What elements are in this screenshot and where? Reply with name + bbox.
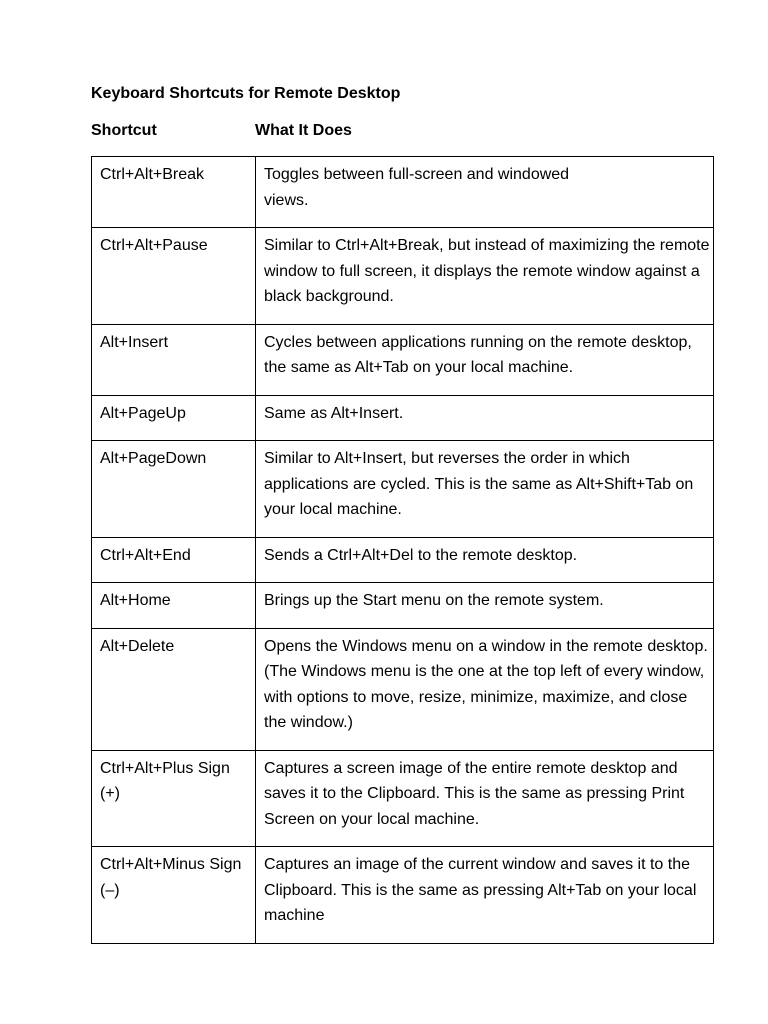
shortcut-cell: Ctrl+Alt+Plus Sign (+): [92, 750, 256, 847]
table-row: [92, 441, 714, 538]
table-row: [92, 628, 714, 750]
table-row: [92, 583, 714, 629]
shortcut-cell: Alt+PageDown: [92, 441, 256, 538]
shortcut-cell: Ctrl+Alt+Pause: [92, 228, 256, 325]
description-cell: Captures an image of the current window and saves it to the Clipboard. This is the same as pressing Alt+Tab on your local machine: [256, 847, 714, 944]
description-cell: Toggles between full-screen and windowed views.: [256, 157, 714, 228]
table-row: [92, 395, 714, 441]
table-row: [92, 324, 714, 395]
description-cell: Opens the Windows menu on a window in the remote desktop. (The Windows menu is the one at the top left of every window, with options to move, resize, minimize, maximize, and close the window.): [256, 628, 714, 750]
shortcut-column-heading: Shortcut: [91, 122, 157, 139]
shortcut-cell: Alt+Insert: [92, 324, 256, 395]
description-cell: Cycles between applications running on the remote desktop, the same as Alt+Tab on your local machine.: [256, 324, 714, 395]
shortcut-cell: Ctrl+Alt+Break: [92, 157, 256, 228]
shortcut-cell: Alt+Delete: [92, 628, 256, 750]
shortcut-cell: Ctrl+Alt+Minus Sign (–): [92, 847, 256, 944]
table-row: [92, 750, 714, 847]
shortcut-cell: Alt+PageUp: [92, 395, 256, 441]
description-cell: Same as Alt+Insert.: [256, 395, 714, 441]
what-it-does-column-heading: What It Does: [255, 122, 352, 139]
table-row: [92, 537, 714, 583]
shortcut-cell: Ctrl+Alt+End: [92, 537, 256, 583]
description-cell: Brings up the Start menu on the remote system.: [256, 583, 714, 629]
table-row: [92, 847, 714, 944]
document-title: Keyboard Shortcuts for Remote Desktop: [91, 85, 401, 102]
description-cell: Captures a screen image of the entire remote desktop and saves it to the Clipboard. This is the same as pressing Print Screen on your local machine.: [256, 750, 714, 847]
table-row: [92, 157, 714, 228]
description-cell: Similar to Alt+Insert, but reverses the order in which applications are cycled. This is the same as Alt+Shift+Tab on your local machine.: [256, 441, 714, 538]
shortcut-cell: Alt+Home: [92, 583, 256, 629]
table-row: [92, 228, 714, 325]
description-cell: Similar to Ctrl+Alt+Break, but instead of maximizing the remote window to full screen, it displays the remote window against a black background.: [256, 228, 714, 325]
description-cell: Sends a Ctrl+Alt+Del to the remote desktop.: [256, 537, 714, 583]
shortcuts-table: [91, 156, 714, 944]
